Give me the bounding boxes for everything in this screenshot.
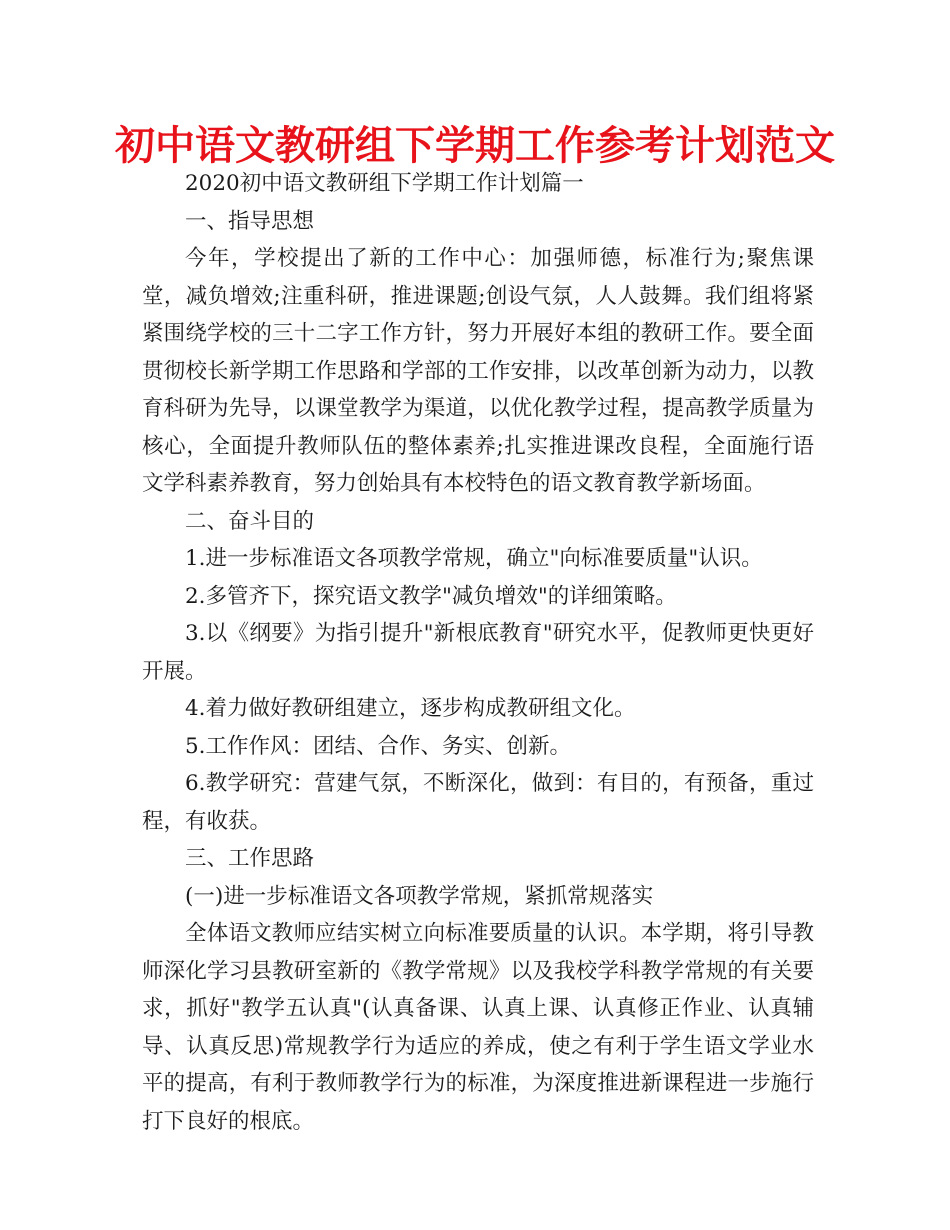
list-item: 4.着力做好教研组建立，逐步构成教研组文化。 (185, 696, 636, 721)
list-item: 1.进一步标准语文各项教学常规，确立"向标准要质量"认识。 (185, 546, 763, 571)
subtitle-line: 2020初中语文教研组下学期工作计划篇一 (185, 171, 584, 196)
document-body (142, 165, 814, 1140)
list-item: 3.以《纲要》为指引提升"新根底教育"研究水平，促教师更快更好开展。 (142, 621, 814, 684)
section-heading: 一、指导思想 (185, 208, 315, 234)
document-title: 初中语文教研组下学期工作参考计划范文 (115, 123, 835, 169)
list-item: 6.教学研究：营建气氛，不断深化，做到：有目的，有预备，重过程，有收获。 (142, 771, 814, 834)
list-item: 2.多管齐下，探究语文教学"减负增效"的详细策略。 (185, 583, 677, 609)
sub-heading: (一)进一步标准语文各项教学常规，紧抓常规落实 (185, 883, 654, 909)
section-heading: 三、工作思路 (185, 846, 315, 871)
list-item: 5.工作作风：团结、合作、务实、创新。 (185, 733, 572, 759)
section-heading: 二、奋斗目的 (185, 508, 315, 534)
body-paragraph: 今年，学校提出了新的工作中心：加强师德，标准行为;聚焦课堂，减负增效;注重科研，推进课题;创设气氛，人人鼓舞。我们组将紧紧围绕学校的三十二字工作方针，努力开展好本组的教研工作。要全面贯彻校长新学期工作思路和学部的工作安排，以改革创新为动力，以教育科研为先导，以课堂教学为渠道，以优化教学过程，提高教学质量为核心，全面提升教师队伍的整体素养;扎实推进课改良程，全面施行语文学科素养教育，努力创始具有本校特色的语文教育教学新场面。 (142, 246, 814, 496)
body-paragraph: 全体语文教师应结实树立向标准要质量的认识。本学期，将引导教师深化学习县教研室新的《教学常规》以及我校学科教学常规的有关要求，抓好"教学五认真"(认真备课、认真上课、认真修正作业、认真辅导、认真反思)常规教学行为适应的养成，使之有利于学生语文学业水平的提高，有利于教师教学行为的标准，为深度推进新课程进一步施行打下良好的根底。 (142, 921, 814, 1134)
